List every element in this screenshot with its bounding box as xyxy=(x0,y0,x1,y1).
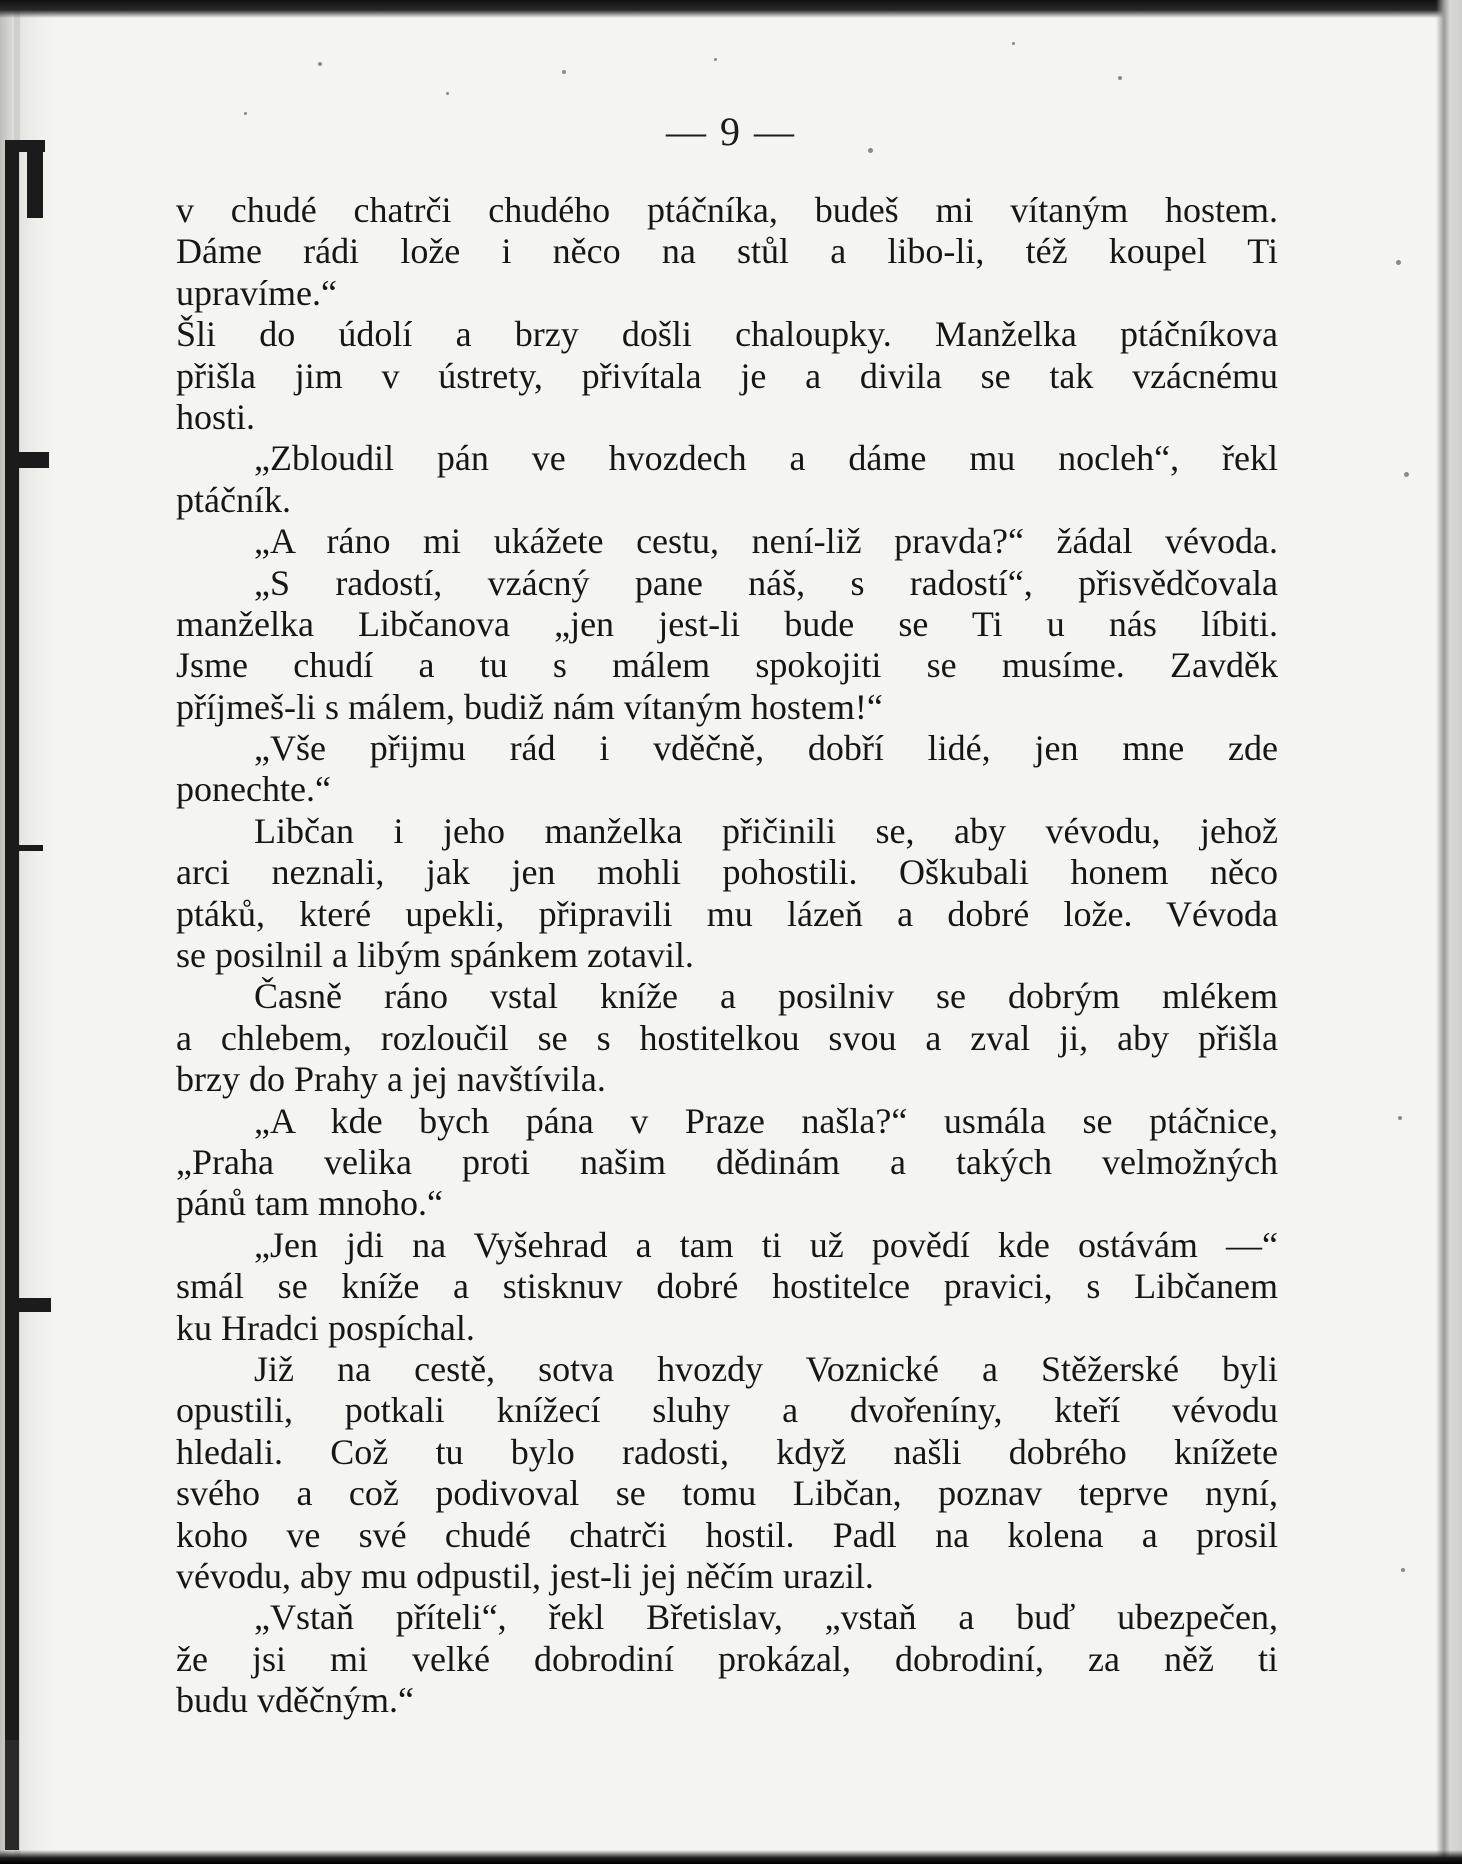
page-right-edge xyxy=(1436,0,1462,1864)
text-line: ptáků, které upekli, připravili mu lázeň a dobré lože. Vévoda xyxy=(176,893,1278,934)
text-line: hosti. xyxy=(176,396,256,437)
text-line: svého a což podivoval se tomu Libčan, poznav teprve nyní, xyxy=(176,1473,1278,1514)
text-line: příjmeš-li s málem, budiž nám vítaným hostem!“ xyxy=(176,686,883,727)
text-line: „Zbloudil pán ve hvozdech a dáme mu nocleh“, řekl xyxy=(254,438,1278,479)
text-line: budu vděčným.“ xyxy=(176,1680,414,1721)
text-line: hledali. Což tu bylo radosti, když našli dobrého knížete xyxy=(176,1431,1278,1472)
text-line: opustili, potkali knížecí sluhy a dvořeníny, kteří vévodu xyxy=(176,1390,1278,1431)
text-line: v chudé chatrči chudého ptáčníka, budeš mi vítaným hostem. xyxy=(176,190,1278,230)
body-text xyxy=(176,190,1278,1721)
text-line: že jsi mi velké dobrodiní prokázal, dobrodiní, za něž ti xyxy=(176,1638,1278,1679)
text-line: Dáme rádi lože i něco na stůl a libo-li, též koupel Ti xyxy=(176,231,1278,272)
page-top-edge xyxy=(0,0,1462,18)
text-line: Libčan i jeho manželka přičinili se, aby vévodu, jehož xyxy=(254,810,1278,851)
text-line: se posilnil a libým spánkem zotavil. xyxy=(176,935,694,976)
text-line: přišla jim v ústrety, přivítala je a divila se tak vzácnému xyxy=(176,355,1278,396)
text-line: vévodu, aby mu odpustil, jest-li jej něčím urazil. xyxy=(176,1555,874,1596)
text-line: „Vstaň příteli“, řekl Břetislav, „vstaň a buď ubezpečen, xyxy=(254,1597,1278,1638)
page-bottom-edge xyxy=(0,1850,1462,1864)
binding-thread xyxy=(0,0,60,1864)
text-line: smál se kníže a stisknuv dobré hostitelce pravici, s Libčanem xyxy=(176,1266,1278,1307)
text-line: koho ve své chudé chatrči hostil. Padl na kolena a prosil xyxy=(176,1514,1278,1555)
text-line: ponechte.“ xyxy=(176,769,331,810)
text-line: „A kde bych pána v Praze našla?“ usmála se ptáčnice, xyxy=(254,1100,1278,1141)
text-line: „Vše přijmu rád i vděčně, dobří lidé, jen mne zde xyxy=(254,728,1278,769)
text-line: a chlebem, rozloučil se s hostitelkou svou a zval ji, aby přišla xyxy=(176,1017,1278,1058)
text-line: „Jen jdi na Vyšehrad a tam ti už povědí kde ostávám —“ xyxy=(254,1224,1278,1265)
text-line: „A ráno mi ukážete cestu, není-liž pravda?“ žádal vévoda. xyxy=(254,521,1278,562)
text-line: ptáčník. xyxy=(176,479,291,520)
text-line: pánů tam mnoho.“ xyxy=(176,1183,443,1224)
text-line: Šli do údolí a brzy došli chaloupky. Manželka ptáčníkova xyxy=(176,314,1278,355)
text-line: upravíme.“ xyxy=(176,272,337,313)
text-line: „S radostí, vzácný pane náš, s radostí“, přisvědčovala xyxy=(254,562,1278,603)
text-line: Časně ráno vstal kníže a posilniv se dobrým mlékem xyxy=(254,976,1278,1017)
text-line: Již na cestě, sotva hvozdy Voznické a Stěžerské byli xyxy=(254,1348,1278,1389)
text-line: ku Hradci pospíchal. xyxy=(176,1307,475,1348)
text-line: brzy do Prahy a jej navštívila. xyxy=(176,1059,606,1100)
text-line: manželka Libčanova „jen jest-li bude se Ti u nás líbiti. xyxy=(176,603,1278,644)
text-line: „Praha velika proti našim dědinám a takých velmožných xyxy=(176,1141,1278,1182)
text-line: arci neznali, jak jen mohli pohostili. Oškubali honem něco xyxy=(176,852,1278,893)
text-line: Jsme chudí a tu s málem spokojiti se musíme. Zavděk xyxy=(176,645,1278,686)
page-number: — 9 — xyxy=(666,109,796,154)
